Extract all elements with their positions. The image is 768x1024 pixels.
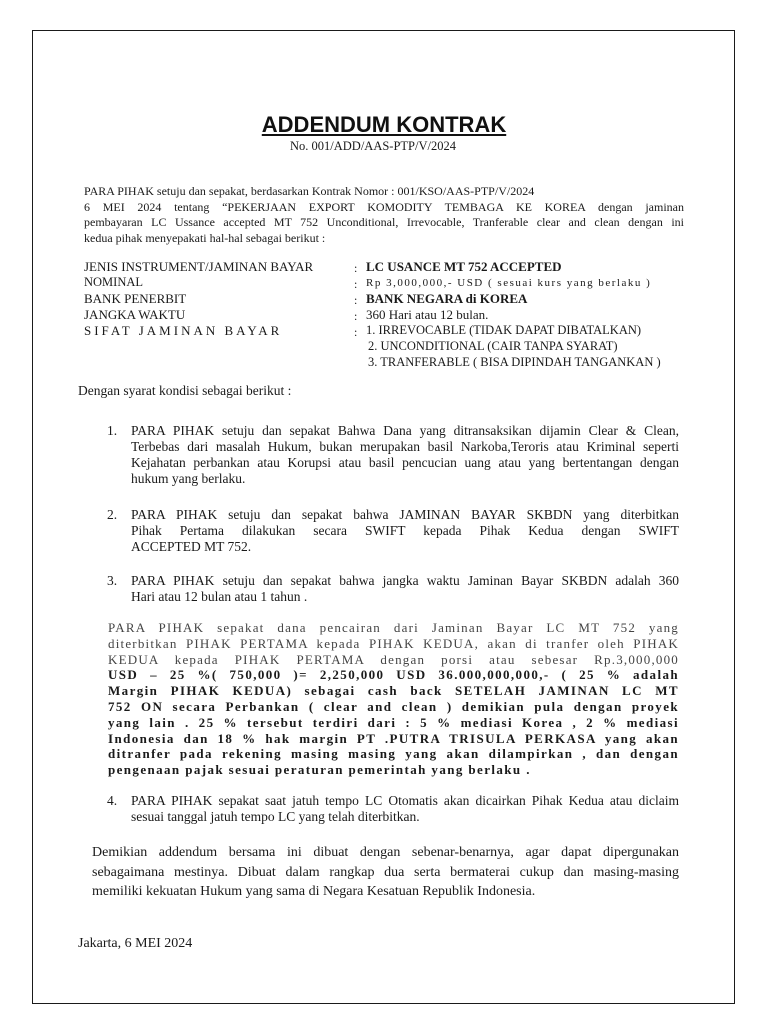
para-line: diterbitkan PIHAK PERTAMA kepada PIHAK KEDUA, akan di tranfer oleh PIHAK (108, 635, 679, 651)
condition-item-1 (131, 423, 679, 487)
term-label: JANGKA WAKTU (84, 307, 186, 322)
closing-line: memiliki kekuatan Hukum yang sama di Negara Kesatuan Republik Indonesia. (92, 884, 536, 899)
bank-label: BANK PENERBIT (84, 291, 187, 306)
nature-item-2: 2. UNCONDITIONAL (CAIR TANPA SYARAT) (368, 339, 618, 353)
intro-paragraph (84, 184, 684, 246)
nature-item-3: 3. TRANFERABLE ( BISA DIPINDAH TANGANKAN ) (368, 355, 661, 369)
conditions-heading: Dengan syarat kondisi sebagai berikut : (78, 383, 292, 398)
condition-item-3 (131, 573, 679, 605)
intro-line: kedua pihak menyepakati hal-hal sebagai berikut : (84, 230, 326, 245)
colon: : (354, 261, 358, 275)
para-line: USD – 25 %( 750,000 )= 2,250,000 USD 36.000,000,000,- ( 25 % adalah (108, 667, 679, 683)
item-line: PARA PIHAK sepakat saat jatuh tempo LC Otomatis akan dicairkan Pihak Kedua atau diclaim (131, 793, 679, 808)
colon: : (354, 325, 358, 339)
condition-item-4 (131, 793, 679, 825)
intro-line: pembayaran LC Ussance accepted MT 752 Unconditional, Irrevocable, Tranferable clear and clean dengan ini (84, 215, 684, 229)
payout-paragraph (108, 620, 679, 778)
colon: : (354, 309, 358, 323)
nominal-label: NOMINAL (84, 275, 144, 289)
bank-value: BANK NEGARA di KOREA (366, 291, 528, 306)
item-line: ACCEPTED MT 752. (131, 539, 252, 554)
para-line: PARA PIHAK sepakat dana pencairan dari Jaminan Bayar LC MT 752 yang (108, 620, 679, 635)
item-number: 3. (107, 573, 118, 588)
item-line: Pihak Pertama dilakukan secara SWIFT kepada Pihak Kedua dengan SWIFT (131, 523, 679, 538)
colon: : (354, 293, 358, 307)
para-line: Indonesia dan 18 % hak margin PT .PUTRA TRISULA PERKASA yang akan (108, 730, 679, 746)
item-line: Terbebas dari masalah Hukum, bukan merupakan basil Narkoba,Teroris atau Kriminal seperti (131, 439, 679, 454)
nature-item-1: 1. IRREVOCABLE (TIDAK DAPAT DIBATALKAN) (366, 323, 642, 337)
place-date: Jakarta, 6 MEI 2024 (78, 936, 193, 951)
intro-line: 6 MEI 2024 tentang “PEKERJAAN EXPORT KOMODITY TEMBAGA KE KOREA dengan jaminan (84, 199, 684, 214)
nominal-value: Rp 3,000,000,- USD ( sesuai kurs yang berlaku ) (366, 277, 652, 289)
para-line: 752 ON secara Perbankan ( clear and clean ) demikian pula dengan proyek (108, 698, 679, 714)
item-number: 1. (107, 423, 118, 438)
item-number: 2. (107, 507, 118, 522)
item-line: hukum yang berlaku. (131, 471, 246, 486)
document-number: No. 001/ADD/AAS-PTP/V/2024 (290, 139, 456, 153)
term-value: 360 Hari atau 12 bulan. (366, 307, 489, 322)
closing-line: Demikian addendum bersama ini dibuat dengan sebenar-benarnya, agar dapat dipergunakan (92, 845, 679, 860)
para-line: Margin PIHAK KEDUA) sebagai cash back SETELAH JAMINAN LC MT (108, 683, 679, 699)
item-line: PARA PIHAK setuju dan sepakat bahwa JAMINAN BAYAR SKBDN yang diterbitkan (131, 507, 679, 522)
closing-line: sebagaimana mestinya. Dibuat dalam rangkap dua serta bermaterai cukup dan masing-masing (92, 864, 679, 880)
closing-paragraph (92, 843, 679, 902)
item-line: Hari atau 12 bulan atau 1 tahun . (131, 589, 308, 604)
intro-line: PARA PIHAK setuju dan sepakat, berdasarkan Kontrak Nomor : 001/KSO/AAS-PTP/V/2024 (84, 184, 535, 198)
para-line: pengenaan pajak sesuai peraturan pemerintah yang berlaku . (108, 762, 531, 778)
condition-item-2 (131, 507, 679, 555)
colon: : (354, 277, 358, 291)
instrument-value: LC USANCE MT 752 ACCEPTED (366, 259, 562, 274)
item-line: sesuai tanggal jatuh tempo LC yang telah diterbitkan. (131, 809, 420, 824)
item-number: 4. (107, 793, 118, 808)
instrument-label: JENIS INSTRUMENT/JAMINAN BAYAR (84, 259, 314, 274)
document-title: ADDENDUM KONTRAK (261, 112, 507, 137)
para-line: ditranfer pada rekening masing masing yang akan dilampirkan , dan dengan (108, 746, 679, 762)
nature-label: SIFAT JAMINAN BAYAR (84, 323, 283, 338)
item-line: Kejahatan perbankan atau Korupsi atau basil pencucian uang atau yang bertentangan dengan (131, 455, 679, 470)
item-line: PARA PIHAK setuju dan sepakat bahwa jangka waktu Jaminan Bayar SKBDN adalah 360 (131, 573, 679, 588)
para-line: yang lain . 25 % tersebut terdiri dari : 5 % mediasi Korea , 2 % mediasi (108, 714, 679, 730)
para-line: KEDUA kepada PIHAK PERTAMA dengan porsi atau sebesar Rp.3,000,000 (108, 651, 679, 667)
item-line: PARA PIHAK setuju dan sepakat Bahwa Dana yang ditransaksikan dijamin Clear & Clean, (131, 423, 679, 438)
